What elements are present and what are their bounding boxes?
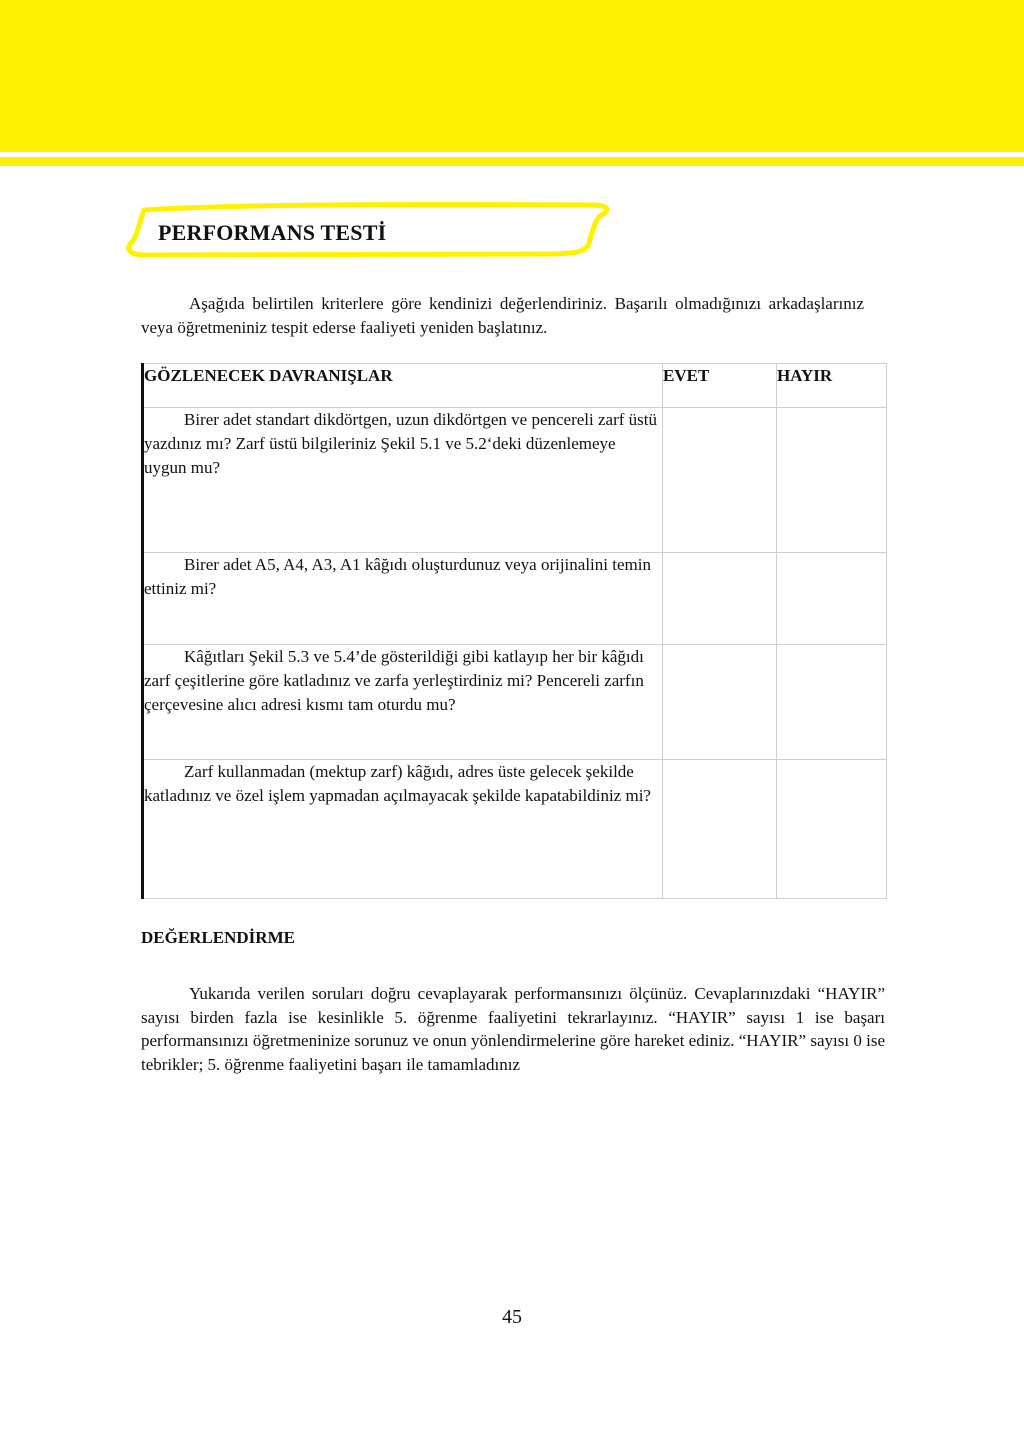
yes-cell[interactable] <box>663 760 777 899</box>
header-yes: EVET <box>663 364 777 408</box>
criteria-cell <box>143 553 663 645</box>
intro-paragraph <box>141 292 864 340</box>
no-cell[interactable] <box>777 645 887 760</box>
performance-table <box>141 363 887 899</box>
evaluation-text: Yukarıda verilen soruları doğru cevaplayarak performansınızı ölçünüz. Cevaplarınızdaki “HAYIR” sayısı birden fazla ise kesinlikle 5. öğrenme faaliyetini tekrarlayınız. “HAYIR” sayısı 1 ise başarı performansınızı öğretmeninize sorunuz ve onun yönlendirmelerine göre hareket ediniz. “HAYIR” sayısı 0 ise tebrikler; 5. öğrenme faaliyetini başarı ile tamamladınız <box>141 984 885 1074</box>
header-yellow-stripe <box>0 157 1024 166</box>
evaluation-title: DEĞERLENDİRME <box>141 928 295 947</box>
intro-text: Aşağıda belirtilen kriterlere göre kendinizi değerlendiriniz. Başarılı olmadığınızı arkadaşlarınız veya öğretmeniniz tespit ederse faaliyeti yeniden başlatınız. <box>141 294 864 337</box>
header-yellow-band <box>0 0 1024 152</box>
yes-cell[interactable] <box>663 408 777 553</box>
yes-cell[interactable] <box>663 553 777 645</box>
criteria-cell <box>143 645 663 760</box>
criteria-text: Zarf kullanmadan (mektup zarf) kâğıdı, adres üste gelecek şekilde katladınız ve özel işlem yapmadan açılmayacak şekilde kapatabildiniz mi? <box>144 762 651 805</box>
header-criteria: GÖZLENECEK DAVRANIŞLAR <box>143 364 663 408</box>
no-cell[interactable] <box>777 760 887 899</box>
criteria-text: Birer adet standart dikdörtgen, uzun dikdörtgen ve pencereli zarf üstü yazdınız mı? Zarf üstü bilgileriniz Şekil 5.1 ve 5.2‘deki düzenlemeye uygun mu? <box>144 410 657 477</box>
table-row <box>143 408 887 553</box>
table-row <box>143 553 887 645</box>
yes-cell[interactable] <box>663 645 777 760</box>
page-title: PERFORMANS TESTİ <box>158 220 387 245</box>
criteria-cell <box>143 760 663 899</box>
table-header-row <box>143 364 887 408</box>
criteria-text: Birer adet A5, A4, A3, A1 kâğıdı oluşturdunuz veya orijinalini temin ettiniz mi? <box>144 555 651 598</box>
no-cell[interactable] <box>777 553 887 645</box>
page-number: 45 <box>502 1306 522 1328</box>
no-cell[interactable] <box>777 408 887 553</box>
criteria-cell <box>143 408 663 553</box>
table-row <box>143 760 887 899</box>
table-row <box>143 645 887 760</box>
header-no: HAYIR <box>777 364 887 408</box>
evaluation-paragraph <box>141 982 885 1076</box>
title-banner <box>122 200 612 260</box>
criteria-text: Kâğıtları Şekil 5.3 ve 5.4’de gösterildiği gibi katlayıp her bir kâğıdı zarf çeşitlerine göre katladınız ve zarfa yerleştirdiniz mi? Pencereli zarfın çerçevesine alıcı adresi kısmı tam oturdu mu? <box>144 647 644 714</box>
